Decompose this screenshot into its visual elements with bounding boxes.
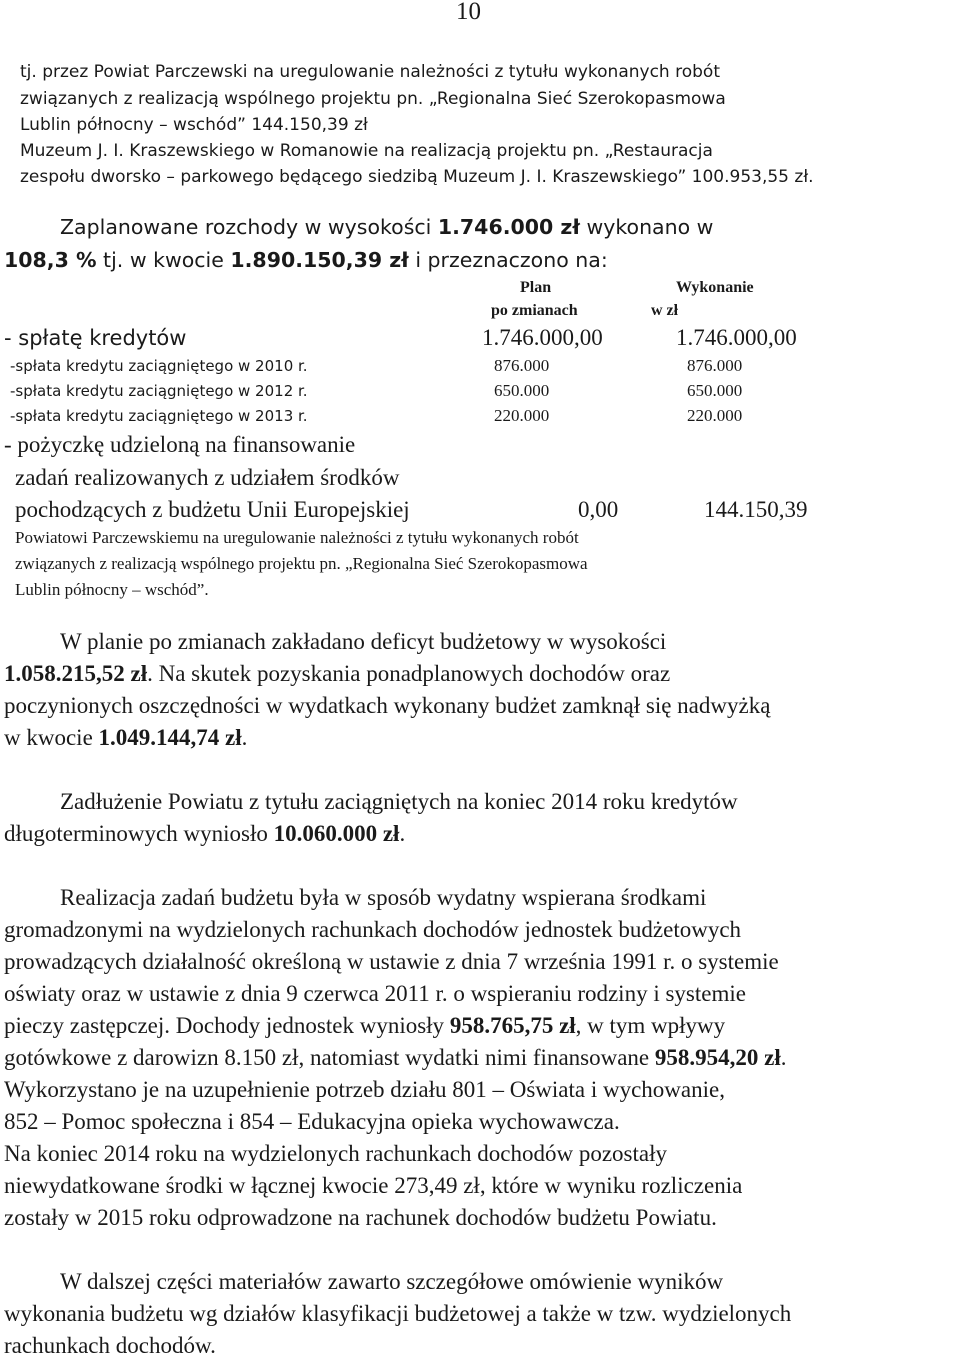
realization-line-6 xyxy=(4,1045,787,1071)
deficit-line-4 xyxy=(4,725,247,751)
debt-line-2 xyxy=(4,821,405,847)
closing-line-3: rachunkach dochodów. xyxy=(4,1333,216,1358)
surplus-amount: 1.049.144,74 zł xyxy=(98,725,242,750)
intro-line-3: Lublin północny – wschód” 144.150,39 zł xyxy=(20,115,368,135)
planned-expenses-line-1 xyxy=(60,215,713,239)
closing-line-2: wykonania budżetu wg działów klasyfikacji budżetowej a także w tzw. wydzielonych xyxy=(4,1301,792,1326)
realization-line-9: Na koniec 2014 roku na wydzielonych rachunkach dochodów pozostały xyxy=(4,1141,667,1166)
realization-line-7: Wykorzystano je na uzupełnienie potrzeb działu 801 – Oświata i wychowanie, xyxy=(4,1077,725,1102)
loan-note-line-1: Powiatowi Parczewskiemu na uregulowanie należności z tytułu wykonanych robót xyxy=(15,528,579,547)
deficit-line-1: W planie po zmianach zakładano deficyt budżetowy w wysokości xyxy=(60,629,667,654)
debt-suffix: . xyxy=(399,821,406,846)
loan-row-2013-plan: 220.000 xyxy=(494,406,550,425)
loan-row-2012-label: -spłata kredytu zaciągniętego w 2012 r. xyxy=(10,382,308,400)
realization-line-8: 852 – Pomoc społeczna i 854 – Edukacyjna opieka wychowawcza. xyxy=(4,1109,620,1134)
page-number: 10 xyxy=(456,0,481,25)
income-prefix: pieczy zastępczej. Dochody jednostek wyniosły xyxy=(4,1013,450,1038)
loan2-line-1: - pożyczkę udzieloną na finansowanie xyxy=(4,432,356,457)
realization-line-4: oświaty oraz w ustawie z dnia 9 czerwca 2011 r. o wspieraniu rodziny i systemie xyxy=(4,981,746,1006)
intro-line-4: Muzeum J. I. Kraszewskiego w Romanowie na realizacją projektu pn. „Restauracja xyxy=(20,141,713,161)
closing-line-1: W dalszej części materiałów zawarto szczegółowe omówienie wyników xyxy=(60,1269,724,1294)
loan-row-2010-label: -spłata kredytu zaciągniętego w 2010 r. xyxy=(10,357,308,375)
loan-row-2010-exec: 876.000 xyxy=(687,356,743,375)
debt-prefix: długoterminowych wyniosło xyxy=(4,821,274,846)
intro-line-5: zespołu dworsko – parkowego będącego siedzibą Muzeum J. I. Kraszewskiego” 100.953,55 zł. xyxy=(20,167,814,187)
loan2-exec: 144.150,39 xyxy=(704,497,808,522)
intro-line-2: związanych z realizacją wspólnego projektu pn. „Regionalna Sieć Szerokopasmowa xyxy=(20,89,726,109)
planned-expenses-line-2 xyxy=(4,248,608,272)
planned-prefix: Zaplanowane rozchody w wysokości xyxy=(60,215,438,239)
realization-line-3: prowadzących działalność określoną w ustawie z dnia 7 września 1991 r. o systemie xyxy=(4,949,779,974)
loan2-line-2: zadań realizowanych z udziałem środków xyxy=(15,465,400,490)
loan2-plan: 0,00 xyxy=(578,497,619,522)
col-plan-header-1: Plan xyxy=(520,279,552,296)
expense-amount: 958.954,20 zł xyxy=(654,1045,781,1070)
col-exec-header-1: Wykonanie xyxy=(676,279,754,296)
income-amount: 958.765,75 zł xyxy=(449,1013,576,1038)
intro-line-1: tj. przez Powiat Parczewski na uregulowanie należności z tytułu wykonanych robót xyxy=(20,62,720,82)
income-suffix: , w tym wpływy xyxy=(575,1013,726,1038)
expense-prefix: gotówkowe z darowizn 8.150 zł, natomiast wydatki nimi finansowane xyxy=(4,1045,655,1070)
realization-line-1: Realizacja zadań budżetu była w sposób wydatny wspierana środkami xyxy=(60,885,707,910)
debt-line-1: Zadłużenie Powiatu z tytułu zaciągniętych na koniec 2014 roku kredytów xyxy=(60,789,738,814)
deficit-line-3: poczynionych oszczędności w wydatkach wykonany budżet zamknął się nadwyżką xyxy=(4,693,771,718)
execution-percent: 108,3 % xyxy=(4,248,97,272)
planned-mid: wykonano w xyxy=(579,215,714,239)
loan2-line-3: pochodzących z budżetu Unii Europejskiej xyxy=(15,497,410,522)
deficit-line-2-rest: . Na skutek pozyskania ponadplanowych dochodów oraz xyxy=(147,661,671,686)
surplus-prefix: w kwocie xyxy=(4,725,99,750)
col-exec-header-2: w zł xyxy=(651,302,679,319)
loan-note-line-3: Lublin północny – wschód”. xyxy=(15,580,209,599)
realization-line-11: zostały w 2015 roku odprowadzone na rachunek dochodów budżetu Powiatu. xyxy=(4,1205,717,1230)
loan-row-2013-label: -spłata kredytu zaciągniętego w 2013 r. xyxy=(10,407,308,425)
executed-mid: tj. w kwocie xyxy=(96,248,231,272)
loans-plan: 1.746.000,00 xyxy=(482,325,603,350)
surplus-suffix: . xyxy=(241,725,248,750)
loan-row-2013-exec: 220.000 xyxy=(687,406,743,425)
loan-note-line-2: związanych z realizacją wspólnego projektu pn. „Regionalna Sieć Szerokopasmowa xyxy=(15,554,588,573)
debt-amount: 10.060.000 zł xyxy=(273,821,400,846)
loan-row-2012-plan: 650.000 xyxy=(494,381,550,400)
loans-exec: 1.746.000,00 xyxy=(676,325,797,350)
executed-amount: 1.890.150,39 zł xyxy=(230,248,409,272)
loan-row-2010-plan: 876.000 xyxy=(494,356,550,375)
loans-label: - spłatę kredytów xyxy=(4,326,187,350)
realization-line-10: niewydatkowane środki w łącznej kwocie 273,49 zł, które w wyniku rozliczenia xyxy=(4,1173,743,1198)
realization-line-2: gromadzonymi na wydzielonych rachunkach dochodów jednostek budżetowych xyxy=(4,917,742,942)
executed-suffix: i przeznaczono na: xyxy=(408,248,608,272)
loan-row-2012-exec: 650.000 xyxy=(687,381,743,400)
deficit-amount: 1.058.215,52 zł xyxy=(4,661,148,686)
realization-line-5 xyxy=(4,1013,725,1039)
col-plan-header-2: po zmianach xyxy=(491,302,578,319)
planned-amount: 1.746.000 zł xyxy=(437,215,580,239)
expense-suffix: . xyxy=(780,1045,787,1070)
deficit-line-2 xyxy=(4,661,670,687)
